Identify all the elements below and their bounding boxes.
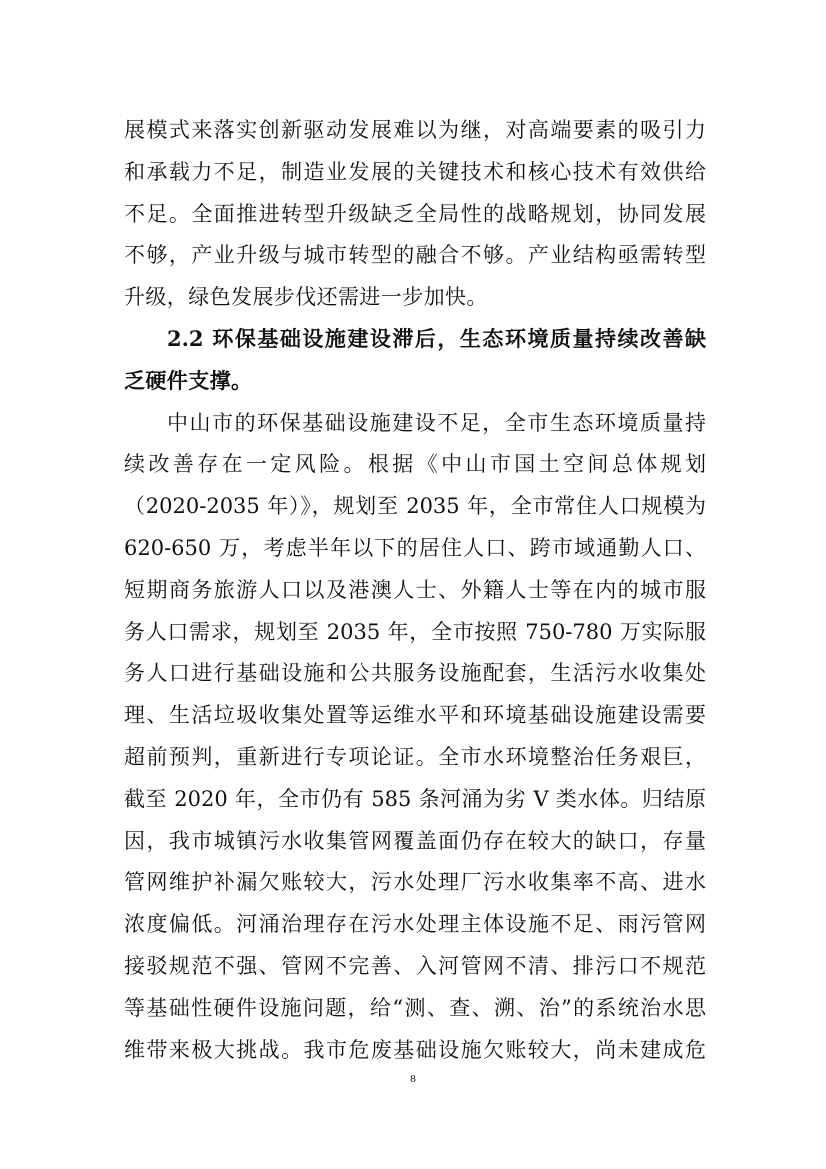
page-number: 8 [410,1073,416,1085]
section-heading-line: 2.2 环保基础设施建设滞后，生态环境质量持续改善缺 [167,326,706,351]
paragraph-line: 接驳规范不强、管网不完善、入河管网不清、排污口不规范 [124,954,706,978]
paragraph-line: 升级，绿色发展步伐还需进一步加快。 [124,285,488,310]
paragraph-line: 中山市的环保基础设施建设不足，全市生态环境质量持 [167,410,706,435]
paragraph-line: 短期商务旅游人口以及港澳人士、外籍人士等在内的城市服 [124,577,706,602]
paragraph-line: 展模式来落实创新驱动发展难以为继，对高端要素的吸引力 [124,118,706,142]
section-heading-line: 乏硬件支撑。 [124,367,253,393]
paragraph-line: 620-650 万，考虑半年以下的居住人口、跨市域通勤人口、 [124,536,706,560]
paragraph-line: 理、生活垃圾收集处置等运维水平和环境基础设施建设需要 [124,703,706,728]
paragraph-line: 务人口进行基础设施和公共服务设施配套，生活污水收集处 [124,661,706,686]
paragraph-line: 和承载力不足，制造业发展的关键技术和核心技术有效供给 [124,159,706,184]
paragraph-line: 因，我市城镇污水收集管网覆盖面仍存在较大的缺口，存量 [124,828,706,853]
paragraph-line: （2020-2035 年）》，规划至 2035 年，全市常住人口规模为 [124,494,706,519]
paragraph-line: 不够，产业升级与城市转型的融合不够。产业结构亟需转型 [124,243,706,268]
paragraph-line: 超前预判，重新进行专项论证。全市水环境整治任务艰巨， [124,745,706,769]
paragraph-line: 不足。全面推进转型升级缺乏全局性的战略规划，协同发展 [124,201,706,226]
paragraph-line: 浓度偏低。河涌治理存在污水处理主体设施不足、雨污管网 [124,912,706,937]
paragraph-line: 维带来极大挑战。我市危废基础设施欠账较大，尚未建成危 [124,1037,706,1062]
paragraph-line: 管网维护补漏欠账较大，污水处理厂污水收集率不高、进水 [124,870,706,895]
paragraph-line: 截至 2020 年，全市仍有 585 条河涌为劣 V 类水体。归结原 [124,786,706,811]
paragraph-line: 续改善存在一定风险。根据《中山市国土空间总体规划 [124,452,706,477]
paragraph-line: 务人口需求，规划至 2035 年，全市按照 750-780 万实际服 [124,619,706,644]
paragraph-line: 等基础性硬件设施问题，给“测、查、溯、治”的系统治水思 [124,995,706,1020]
